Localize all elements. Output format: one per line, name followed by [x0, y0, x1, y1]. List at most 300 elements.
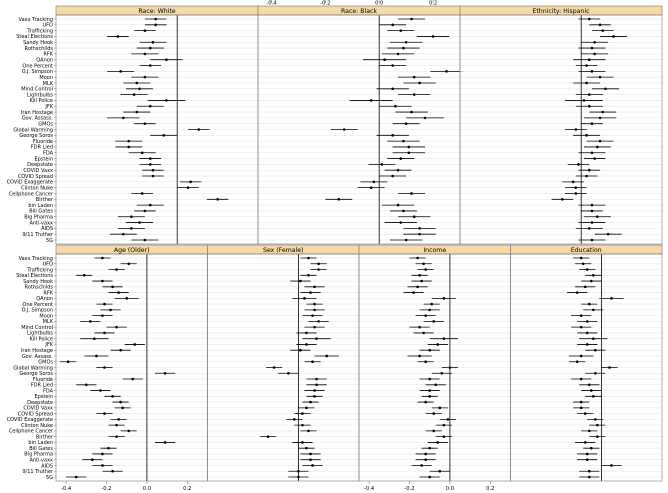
y-tick-label: Vaxx Tracking	[18, 16, 53, 23]
point-estimate	[299, 349, 302, 352]
point-estimate	[591, 151, 594, 154]
point-estimate	[588, 476, 591, 479]
x-tick-label: -0.2	[101, 486, 112, 492]
point-estimate	[424, 268, 427, 271]
y-tick-label: RFK	[43, 51, 53, 58]
y-tick-label: Mind Control	[21, 324, 53, 331]
point-estimate	[594, 349, 597, 352]
y-tick-label: Cellphone Cancer	[8, 428, 53, 435]
panel-title-ethnicity-hispanic: Ethnicity: Hispanic	[532, 8, 590, 16]
y-tick-label: Anti-vaxx	[29, 457, 53, 464]
point-estimate	[591, 70, 594, 73]
point-estimate	[121, 407, 124, 410]
y-tick-label: Vaxx Tracking	[18, 255, 53, 262]
point-estimate	[154, 24, 157, 27]
point-estimate	[583, 99, 586, 102]
point-estimate	[428, 395, 431, 398]
point-estimate	[189, 181, 192, 184]
point-estimate	[141, 192, 144, 195]
y-tick-label: O.J. Simpson	[21, 69, 53, 76]
y-tick-label: COVID Exaggerate	[6, 417, 53, 424]
point-estimate	[311, 360, 314, 363]
point-estimate	[115, 435, 118, 438]
point-estimate	[432, 320, 435, 323]
point-estimate	[580, 326, 583, 329]
y-tick-label: COVID Vaxx	[23, 405, 53, 412]
point-estimate	[402, 140, 405, 143]
point-estimate	[445, 70, 448, 73]
point-estimate	[117, 35, 120, 38]
point-estimate	[75, 476, 78, 479]
point-estimate	[144, 53, 147, 56]
x-tick-label: 0.2	[486, 486, 495, 492]
point-estimate	[588, 58, 591, 61]
point-estimate	[144, 29, 147, 32]
y-tick-label: O.J. Simpson	[21, 307, 53, 314]
point-estimate	[399, 221, 402, 224]
point-estimate	[416, 257, 419, 260]
point-estimate	[152, 175, 155, 178]
point-estimate	[103, 303, 106, 306]
point-estimate	[397, 169, 400, 172]
y-tick-label: 5G	[45, 237, 53, 244]
point-estimate	[575, 186, 578, 189]
y-tick-label: Anti-vaxx	[29, 220, 53, 227]
point-estimate	[343, 128, 346, 131]
point-estimate	[301, 412, 304, 415]
point-estimate	[588, 18, 591, 21]
x-tick-label: 0.0	[142, 486, 152, 492]
panel-title-income: Income	[423, 247, 447, 255]
y-tick-label: Fluoride	[32, 138, 53, 145]
point-estimate	[103, 412, 106, 415]
y-tick-label: Rothschilds	[24, 284, 53, 291]
point-estimate	[402, 47, 405, 50]
point-estimate	[430, 303, 433, 306]
y-tick-label: Fluoride	[32, 376, 53, 383]
point-estimate	[115, 268, 118, 271]
point-estimate	[590, 389, 593, 392]
point-estimate	[136, 111, 139, 114]
y-tick-label: JFK	[45, 342, 53, 349]
point-estimate	[309, 401, 312, 404]
point-estimate	[586, 320, 589, 323]
y-tick-label: Epstein	[34, 394, 53, 401]
point-estimate	[591, 47, 594, 50]
panel-title-sex-female: Sex (Female)	[263, 247, 304, 255]
point-estimate	[572, 181, 575, 184]
point-estimate	[115, 424, 118, 427]
y-tick-label: Bill Gates	[29, 445, 53, 452]
y-tick-label: Lightbulbs	[27, 92, 53, 99]
point-estimate	[576, 360, 579, 363]
point-estimate	[582, 262, 585, 265]
point-estimate	[408, 146, 411, 149]
y-tick-label: Deepstate	[27, 162, 53, 169]
point-estimate	[99, 389, 102, 392]
point-estimate	[101, 257, 104, 260]
point-estimate	[592, 309, 595, 312]
point-estimate	[144, 122, 147, 125]
y-tick-label: GMOs	[38, 359, 53, 366]
point-estimate	[149, 163, 152, 166]
x-tick-label: -0.4	[61, 486, 72, 492]
point-estimate	[133, 343, 136, 346]
point-estimate	[101, 453, 104, 456]
point-estimate	[397, 53, 400, 56]
point-estimate	[391, 87, 394, 90]
y-tick-label: COVID Exaggerate	[6, 179, 53, 186]
point-estimate	[588, 105, 591, 108]
point-estimate	[267, 435, 270, 438]
point-estimate	[122, 117, 125, 120]
point-estimate	[420, 464, 423, 467]
point-estimate	[313, 395, 316, 398]
point-estimate	[131, 378, 134, 381]
y-tick-label: Sandy Hook	[23, 40, 53, 47]
point-estimate	[585, 64, 588, 67]
point-estimate	[608, 366, 611, 369]
point-estimate	[439, 407, 442, 410]
point-estimate	[162, 134, 165, 137]
point-estimate	[391, 134, 394, 137]
y-tick-label: bin Laden	[28, 202, 53, 209]
point-estimate	[580, 378, 583, 381]
point-estimate	[410, 18, 413, 21]
point-estimate	[273, 366, 276, 369]
y-tick-label: 5G	[45, 474, 53, 481]
point-estimate	[101, 314, 104, 317]
point-estimate	[313, 303, 316, 306]
point-estimate	[391, 64, 394, 67]
y-tick-label: UFO	[42, 22, 53, 29]
point-estimate	[580, 257, 583, 260]
point-estimate	[594, 372, 597, 375]
point-estimate	[586, 453, 589, 456]
x-tick-label: 0.2	[428, 0, 438, 7]
point-estimate	[601, 111, 604, 114]
point-estimate	[144, 239, 147, 242]
point-estimate	[586, 343, 589, 346]
point-estimate	[293, 418, 296, 421]
point-estimate	[577, 163, 580, 166]
point-estimate	[402, 210, 405, 213]
point-estimate	[119, 349, 122, 352]
point-estimate	[588, 303, 591, 306]
point-estimate	[599, 117, 602, 120]
point-estimate	[83, 274, 86, 277]
y-tick-label: UFO	[42, 261, 53, 268]
point-estimate	[317, 262, 320, 265]
point-estimate	[405, 239, 408, 242]
y-tick-label: 9/11 Truther	[22, 469, 53, 476]
point-estimate	[424, 360, 427, 363]
point-estimate	[297, 470, 300, 473]
point-estimate	[138, 87, 141, 90]
y-tick-label: MLK	[42, 80, 53, 87]
point-estimate	[588, 227, 591, 230]
y-tick-label: Steal Elections	[16, 34, 53, 41]
point-estimate	[588, 93, 591, 96]
point-estimate	[111, 286, 114, 289]
y-tick-label: Bill Gates	[29, 208, 53, 215]
point-estimate	[610, 464, 613, 467]
point-estimate	[599, 24, 602, 27]
y-tick-label: RFK	[43, 290, 53, 297]
point-estimate	[420, 280, 423, 283]
point-estimate	[434, 383, 437, 386]
point-estimate	[399, 157, 402, 160]
point-estimate	[93, 337, 96, 340]
point-estimate	[428, 349, 431, 352]
point-estimate	[443, 297, 446, 300]
y-tick-label: Big Pharma	[24, 214, 53, 221]
panel-title-education: Education	[570, 247, 602, 255]
point-estimate	[115, 326, 118, 329]
point-estimate	[592, 337, 595, 340]
point-estimate	[601, 29, 604, 32]
point-estimate	[408, 151, 411, 154]
y-tick-label: Birther	[35, 434, 53, 441]
point-estimate	[315, 383, 318, 386]
point-estimate	[138, 221, 141, 224]
point-estimate	[593, 53, 596, 56]
y-tick-label: FDR Lied	[30, 144, 53, 151]
point-estimate	[133, 93, 136, 96]
y-tick-label: Global Warming	[13, 127, 53, 134]
point-estimate	[122, 233, 125, 236]
y-tick-label: Kill Police	[29, 98, 53, 105]
point-estimate	[399, 29, 402, 32]
point-estimate	[391, 175, 394, 178]
point-estimate	[370, 186, 373, 189]
point-estimate	[590, 280, 593, 283]
point-estimate	[588, 430, 591, 433]
point-estimate	[443, 435, 446, 438]
point-estimate	[432, 430, 435, 433]
point-estimate	[119, 401, 122, 404]
point-estimate	[305, 407, 308, 410]
y-tick-label: FDA	[42, 388, 53, 395]
point-estimate	[313, 389, 316, 392]
point-estimate	[91, 458, 94, 461]
y-tick-label: One Percent	[22, 63, 53, 70]
y-tick-label: AIDS	[41, 463, 53, 470]
point-estimate	[103, 332, 106, 335]
point-estimate	[165, 99, 168, 102]
point-estimate	[432, 35, 435, 38]
y-tick-label: Moon	[39, 313, 53, 320]
y-tick-label: Sandy Hook	[23, 278, 53, 285]
point-estimate	[580, 407, 583, 410]
point-estimate	[315, 378, 318, 381]
point-estimate	[309, 453, 312, 456]
y-tick-label: Mind Control	[21, 86, 53, 93]
point-estimate	[317, 268, 320, 271]
point-estimate	[397, 204, 400, 207]
point-estimate	[305, 343, 308, 346]
point-estimate	[441, 372, 444, 375]
point-estimate	[586, 332, 589, 335]
point-estimate	[85, 383, 88, 386]
point-estimate	[588, 470, 591, 473]
point-estimate	[561, 198, 564, 201]
point-estimate	[428, 476, 431, 479]
y-tick-label: Steal Elections	[16, 273, 53, 280]
point-estimate	[584, 441, 587, 444]
panel-title-race-black: Race: Black	[341, 8, 377, 16]
point-estimate	[586, 268, 589, 271]
point-estimate	[391, 24, 394, 27]
point-estimate	[315, 337, 318, 340]
point-estimate	[610, 297, 613, 300]
point-estimate	[305, 447, 308, 450]
point-estimate	[599, 76, 602, 79]
y-tick-label: QAnon	[36, 296, 53, 303]
point-estimate	[130, 227, 133, 230]
point-estimate	[311, 314, 314, 317]
point-estimate	[303, 297, 306, 300]
point-estimate	[152, 41, 155, 44]
y-tick-label: bin Laden	[28, 440, 53, 447]
point-estimate	[424, 401, 427, 404]
y-tick-label: Kill Police	[29, 336, 53, 343]
point-estimate	[439, 470, 442, 473]
point-estimate	[111, 470, 114, 473]
point-estimate	[101, 464, 104, 467]
point-estimate	[612, 35, 615, 38]
point-estimate	[418, 274, 421, 277]
y-tick-label: AIDS	[41, 226, 53, 233]
point-estimate	[305, 332, 308, 335]
y-tick-label: Iran Hostage	[20, 109, 53, 116]
point-estimate	[418, 355, 421, 358]
y-tick-label: Birther	[35, 197, 53, 204]
point-estimate	[418, 233, 421, 236]
point-estimate	[101, 280, 104, 283]
point-estimate	[307, 274, 310, 277]
point-estimate	[405, 41, 408, 44]
x-tick-label: 0.0	[375, 0, 384, 7]
point-estimate	[447, 418, 450, 421]
point-estimate	[117, 291, 120, 294]
y-tick-label: Clinton Nuke	[21, 422, 53, 429]
point-estimate	[580, 314, 583, 317]
point-estimate	[592, 395, 595, 398]
point-estimate	[165, 58, 168, 61]
point-estimate	[428, 389, 431, 392]
point-estimate	[413, 93, 416, 96]
y-tick-label: 9/11 Truther	[22, 231, 53, 238]
point-estimate	[596, 435, 599, 438]
y-tick-label: Iran Hostage	[20, 348, 53, 355]
point-estimate	[149, 47, 152, 50]
y-tick-label: COVID Spread	[17, 173, 53, 180]
point-estimate	[585, 175, 588, 178]
point-estimate	[596, 424, 599, 427]
point-estimate	[591, 239, 594, 242]
point-estimate	[591, 210, 594, 213]
point-estimate	[585, 82, 588, 85]
point-estimate	[584, 286, 587, 289]
point-estimate	[410, 192, 413, 195]
point-estimate	[596, 215, 599, 218]
point-estimate	[89, 320, 92, 323]
y-tick-label: MLK	[42, 319, 53, 326]
point-estimate	[301, 441, 304, 444]
point-estimate	[416, 286, 419, 289]
point-estimate	[311, 464, 314, 467]
point-estimate	[443, 337, 446, 340]
point-estimate	[144, 210, 147, 213]
point-estimate	[127, 430, 130, 433]
point-estimate	[95, 355, 98, 358]
point-estimate	[436, 343, 439, 346]
point-estimate	[593, 157, 596, 160]
y-tick-label: FDA	[42, 150, 53, 157]
point-estimate	[413, 76, 416, 79]
point-estimate	[585, 134, 588, 137]
y-tick-label: COVID Spread	[17, 411, 53, 418]
point-estimate	[152, 169, 155, 172]
y-tick-label: Cellphone Cancer	[8, 191, 53, 198]
point-estimate	[309, 458, 312, 461]
point-estimate	[428, 309, 431, 312]
point-estimate	[187, 186, 190, 189]
point-estimate	[111, 395, 114, 398]
point-estimate	[317, 320, 320, 323]
point-estimate	[428, 447, 431, 450]
point-estimate	[149, 157, 152, 160]
point-estimate	[103, 366, 106, 369]
point-estimate	[576, 291, 579, 294]
point-estimate	[297, 476, 300, 479]
point-estimate	[588, 383, 591, 386]
point-estimate	[418, 227, 421, 230]
point-estimate	[307, 257, 310, 260]
y-tick-label: George Soros	[19, 371, 53, 378]
x-tick-label: 0.2	[183, 486, 192, 492]
point-estimate	[449, 366, 452, 369]
point-estimate	[424, 314, 427, 317]
y-tick-label: Trafficking	[27, 267, 53, 274]
x-tick-label: -0.4	[364, 486, 375, 492]
point-estimate	[164, 372, 167, 375]
point-estimate	[164, 441, 167, 444]
point-estimate	[607, 233, 610, 236]
point-estimate	[599, 140, 602, 143]
point-estimate	[381, 163, 384, 166]
point-estimate	[383, 58, 386, 61]
point-estimate	[197, 128, 200, 131]
point-estimate	[424, 453, 427, 456]
point-estimate	[418, 326, 421, 329]
point-estimate	[136, 82, 139, 85]
point-estimate	[141, 151, 144, 154]
point-estimate	[584, 412, 587, 415]
point-estimate	[436, 441, 439, 444]
x-tick-label: 0.0	[445, 486, 455, 492]
point-estimate	[424, 117, 427, 120]
point-estimate	[412, 291, 415, 294]
y-tick-label: Trafficking	[27, 28, 53, 35]
point-estimate	[394, 105, 397, 108]
point-estimate	[593, 41, 596, 44]
y-tick-label: GMOs	[38, 121, 53, 128]
point-estimate	[370, 99, 373, 102]
point-estimate	[590, 447, 593, 450]
point-estimate	[588, 169, 591, 172]
